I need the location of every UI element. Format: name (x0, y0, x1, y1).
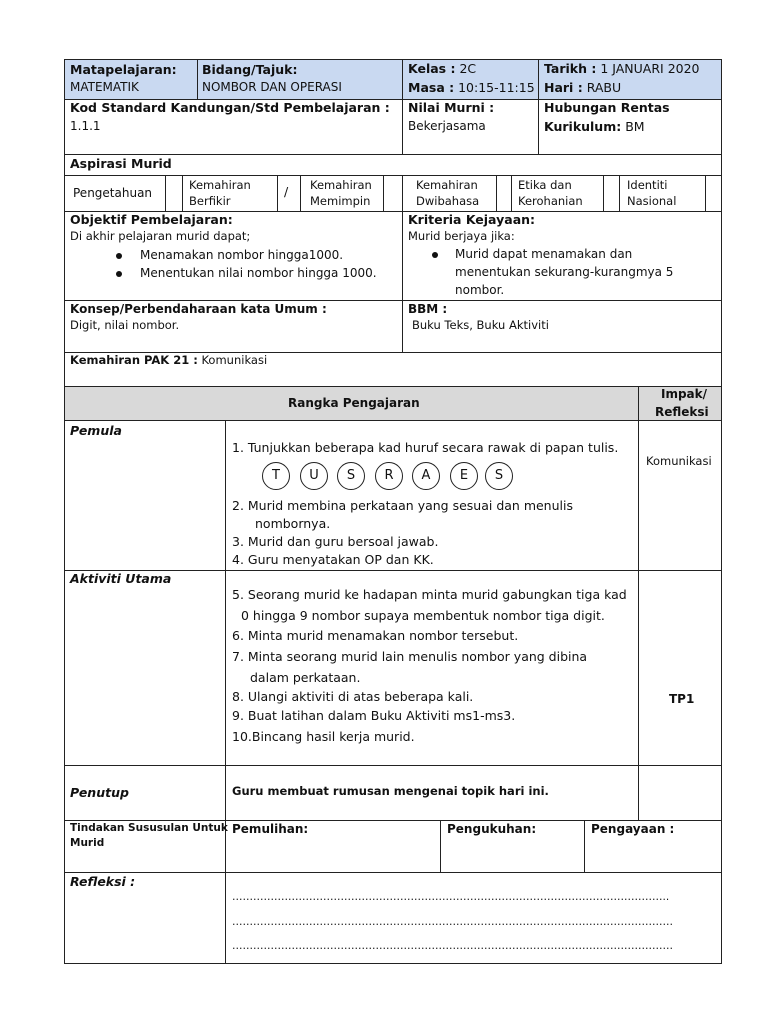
kriteria-line: nombor. (455, 283, 505, 297)
letter-card: R (375, 462, 403, 490)
aktiviti-line: 0 hingga 9 nombor supaya membentuk nombor tiga digit. (241, 608, 605, 623)
konsep-title: Konsep/Perbendaharaan kata Umum : (70, 302, 327, 316)
time-field (408, 80, 535, 95)
bbm-title: BBM : (408, 302, 448, 316)
aspirasi-title: Aspirasi Murid (70, 156, 172, 171)
letter-card: S (337, 462, 365, 490)
aspirasi-item-berfikir-line2: Berfikir (189, 194, 231, 208)
aktiviti-line: 7. Minta seorang murid lain menulis nombor yang dibina (232, 649, 588, 664)
class-value: 2C (459, 61, 477, 76)
aspirasi-item-etika-line1: Etika dan (518, 178, 572, 192)
bbm-value: Buku Teks, Buku Aktiviti (412, 318, 549, 332)
subject-label: Matapelajaran: (70, 62, 177, 77)
aspirasi-item-etika-line2: Kerohanian (518, 194, 583, 208)
aktiviti-line: 5. Seorang murid ke hadapan minta murid gabungkan tiga kad (232, 587, 627, 602)
aspirasi-item-identiti-line1: Identiti (627, 178, 668, 192)
aspirasi-item-pengetahuan: Pengetahuan (73, 186, 153, 200)
aspirasi-item-dwibahasa-line1: Kemahiran (416, 178, 478, 192)
standard-value: 1.1.1 (70, 119, 101, 133)
objektif-item: Menentukan nilai nombor hingga 1000. (140, 266, 377, 280)
topic-label: Bidang/Tajuk: (202, 62, 298, 77)
impak-title-line1: Impak/ (661, 387, 708, 401)
pemula-step-2-cont: nombornya. (255, 516, 331, 531)
time-label: Masa : (408, 80, 455, 95)
letter-card: T (262, 462, 290, 490)
date-value: 1 JANUARI 2020 (600, 61, 700, 76)
pemula-step-1: 1. Tunjukkan beberapa kad huruf secara rawak di papan tulis. (232, 440, 619, 455)
refleksi-line: ……………………………………………………………………………………………………………… (232, 916, 673, 928)
cross-field (544, 119, 645, 134)
tindakan-label-line1: Tindakan Sususulan Untuk (70, 822, 228, 834)
kriteria-intro: Murid berjaya jika: (408, 229, 515, 243)
values-label: Nilai Murni : (408, 100, 495, 115)
kriteria-title: Kriteria Kejayaan: (408, 212, 536, 227)
lesson-plan-form (64, 59, 722, 964)
aspirasi-item-dwibahasa-line2: Dwibahasa (416, 194, 480, 208)
penutup-label: Penutup (70, 785, 129, 800)
date-field (544, 61, 700, 76)
refleksi-line: …………………………………………………………………………………………………………….. (232, 891, 670, 903)
subject-value: MATEMATIK (70, 80, 139, 94)
class-field (408, 61, 476, 76)
aktiviti-line: 10.Bincang hasil kerja murid. (232, 729, 415, 744)
cross-value: BM (625, 119, 645, 134)
letter-card: A (412, 462, 440, 490)
pemula-step-2: 2. Murid membina perkataan yang sesuai dan menulis (232, 498, 573, 513)
letter-card: E (450, 462, 478, 490)
pak-label: Kemahiran PAK 21 : (70, 353, 198, 367)
tindakan-label-line2: Murid (70, 837, 105, 849)
letter-card: S (485, 462, 513, 490)
cross-label-1: Hubungan Rentas (544, 100, 670, 115)
bullet-icon (116, 271, 122, 277)
pengayaan-label: Pengayaan : (591, 822, 675, 836)
bullet-icon (432, 252, 438, 258)
pengukuhan-label: Pengukuhan: (447, 822, 537, 836)
objektif-intro: Di akhir pelajaran murid dapat; (70, 229, 251, 243)
aktiviti-line: 6. Minta murid menamakan nombor tersebut. (232, 628, 519, 643)
pak-value: Komunikasi (201, 353, 268, 367)
pemulihan-label: Pemulihan: (232, 822, 309, 836)
objektif-item: Menamakan nombor hingga1000. (140, 248, 344, 262)
konsep-value: Digit, nilai nombor. (70, 318, 180, 332)
aspirasi-item-identiti-line2: Nasional (627, 194, 677, 208)
values-value: Bekerjasama (408, 119, 486, 133)
kriteria-line: Murid dapat menamakan dan (455, 247, 633, 261)
bullet-icon (116, 253, 122, 259)
day-label: Hari : (544, 80, 583, 95)
refleksi-line: ……………………………………………………………………………………………………………… (232, 940, 673, 952)
cross-label-2: Kurikulum: (544, 119, 622, 134)
aktiviti-label: Aktiviti Utama (70, 571, 172, 586)
aspirasi-item-memimpin-line2: Memimpin (310, 194, 371, 208)
pemula-impak: Komunikasi (646, 454, 712, 468)
impak-title-line2: Refleksi (655, 405, 709, 419)
date-label: Tarikh : (544, 61, 597, 76)
aktiviti-line: 9. Buat latihan dalam Buku Aktiviti ms1-ms3. (232, 708, 516, 723)
day-field (544, 80, 621, 95)
kriteria-line: menentukan sekurang-kurangmya 5 (455, 265, 674, 279)
letter-card: U (300, 462, 328, 490)
pemula-step-4: 4. Guru menyatakan OP dan KK. (232, 552, 434, 567)
class-label: Kelas : (408, 61, 456, 76)
pemula-step-3: 3. Murid dan guru bersoal jawab. (232, 534, 439, 549)
day-value: RABU (586, 80, 622, 95)
refleksi-label: Refleksi : (70, 874, 136, 889)
time-value: 10:15-11:15 (458, 80, 535, 95)
aktiviti-line: 8. Ulangi aktiviti di atas beberapa kali. (232, 689, 474, 704)
rangka-title: Rangka Pengajaran (288, 396, 420, 410)
aspirasi-item-memimpin-line1: Kemahiran (310, 178, 372, 192)
topic-value: NOMBOR DAN OPERASI (202, 80, 342, 94)
standard-label: Kod Standard Kandungan/Std Pembelajaran : (70, 100, 390, 115)
objektif-title: Objektif Pembelajaran: (70, 212, 233, 227)
aktiviti-impak: TP1 (669, 692, 695, 706)
pemula-label: Pemula (70, 423, 122, 438)
penutup-value: Guru membuat rumusan mengenai topik hari ini. (232, 784, 549, 798)
aktiviti-line: dalam perkataan. (250, 670, 361, 685)
aspirasi-item-berfikir-line1: Kemahiran (189, 178, 251, 192)
aspirasi-mark-berfikir: / (284, 184, 289, 199)
pak-field (70, 354, 267, 368)
